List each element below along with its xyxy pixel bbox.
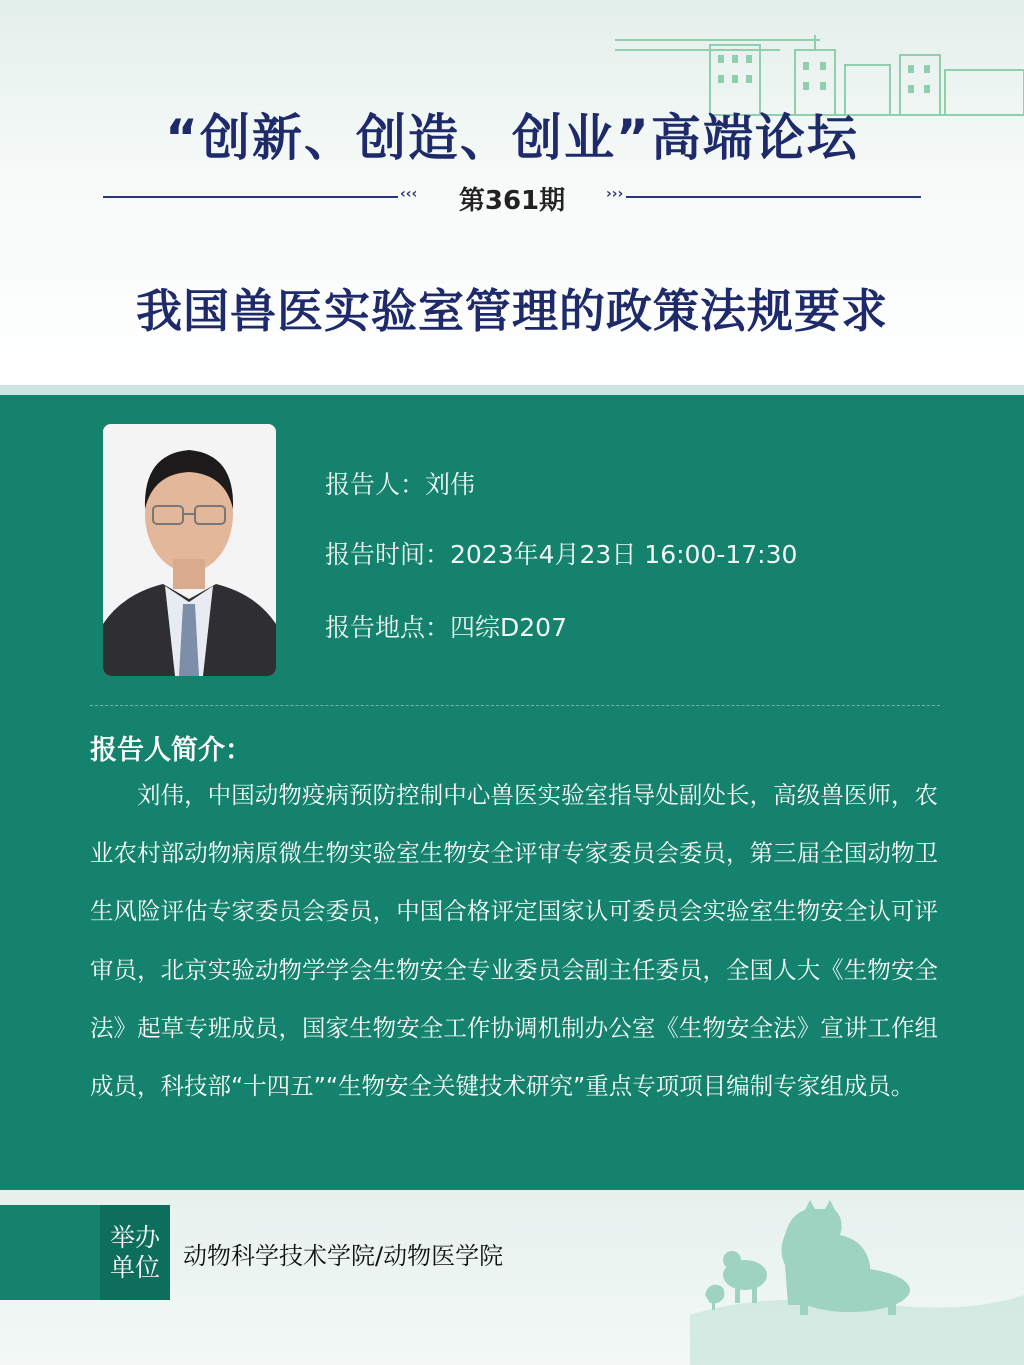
issue-number: 第361期 — [458, 186, 566, 216]
section-divider — [90, 705, 940, 706]
reporter-info: 报告人：刘伟 — [325, 470, 476, 499]
place-info: 报告地点：四综D207 — [325, 613, 567, 642]
organizer-name: 动物科学技术学院/动物医学院 — [183, 1242, 504, 1270]
header-section — [0, 0, 1024, 385]
divider-stripe — [0, 385, 1024, 395]
organizer-label-line2: 单位 — [109, 1252, 160, 1282]
organizer-label — [100, 1205, 170, 1300]
chevron-left-icon: ‹‹‹ — [400, 186, 418, 202]
forum-title: “创新、创造、创业”高端论坛 — [165, 109, 859, 167]
farm-animals-illustration — [690, 1195, 1024, 1365]
time-info: 报告时间：2023年4月23日 16:00-17:30 — [325, 540, 798, 569]
talk-title: 我国兽医实验室管理的政策法规要求 — [136, 284, 888, 338]
bio-heading: 报告人简介： — [90, 735, 252, 766]
organizer-label-line1: 举办 — [109, 1222, 160, 1252]
speaker-photo — [103, 424, 276, 676]
bio-text: 刘伟，中国动物疫病预防控制中心兽医实验室指导处副处长，高级兽医师，农业农村部动物病原微生物实验室生物安全评审专家委员会委员，第三届全国动物卫生风险评估专家委员会委员，中国合格评定国家认可委员会实验室生物安全认可评审员，北京实验动物学学会生物安全专业委员会副主任委员，全国人大《生物安全法》起草专班成员，国家生物安全工作协调机制办公室《生物安全法》宣讲工作组成员，科技部“十四五”“生物安全关键技术研究”重点专项项目编制专家组成员。 — [90, 781, 938, 1101]
divider-right — [626, 196, 921, 198]
chevron-right-icon: ››› — [606, 186, 624, 202]
organizer-accent-bar — [0, 1205, 100, 1300]
